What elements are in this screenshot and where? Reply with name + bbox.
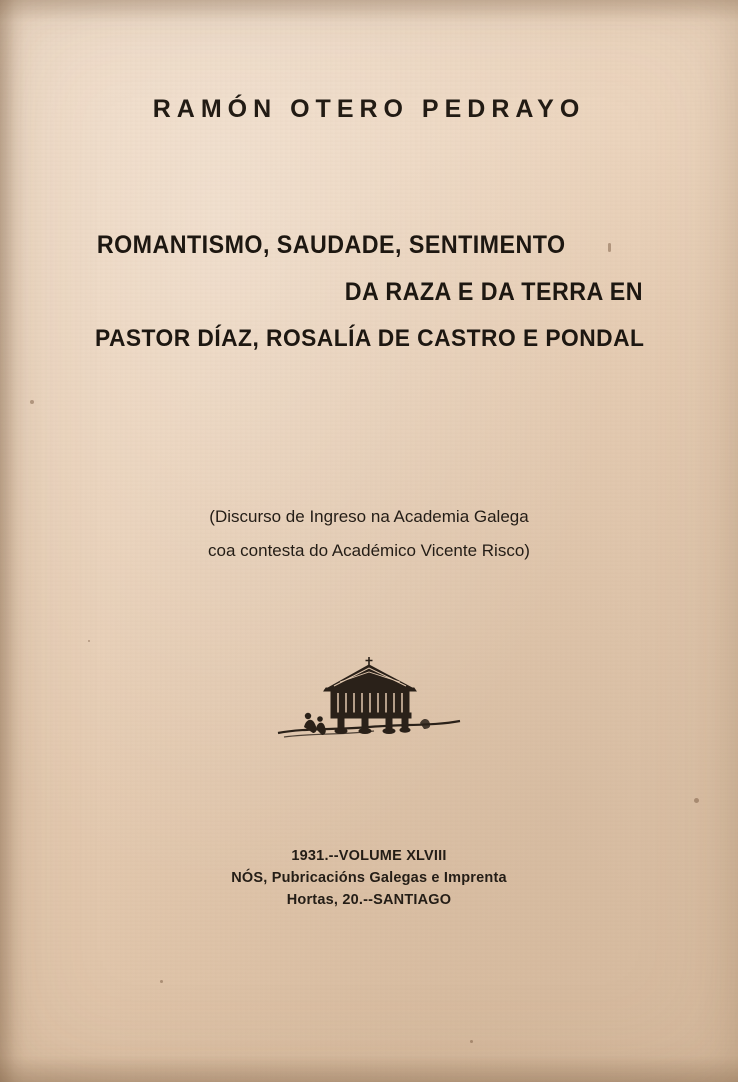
book-title [95, 233, 643, 352]
subtitle-line-2: coa contesta do Académico Vicente Risco) [208, 541, 530, 560]
imprint-line-1: 1931.--VOLUME XLVIII [291, 848, 447, 864]
imprint-line-3: Hortas, 20.--SANTIAGO [286, 892, 452, 908]
title-line-2: DA RAZA E DA TERRA EN [344, 278, 643, 306]
subtitle [0, 500, 738, 568]
horreo-illustration [274, 655, 464, 745]
title-line-1: ROMANTISMO, SAUDADE, SENTIMENTO [96, 231, 566, 259]
title-line-3: PASTOR DÍAZ, ROSALÍA DE CASTRO E PONDAL [95, 325, 645, 352]
imprint-line-2: NÓS, Pubricacións Galegas e Imprenta [231, 870, 507, 886]
imprint-block [0, 845, 738, 911]
publisher-emblem [0, 655, 738, 745]
author-name: RAMÓN OTERO PEDRAYO [152, 95, 586, 123]
subtitle-line-1: (Discurso de Ingreso na Academia Galega [209, 507, 529, 526]
